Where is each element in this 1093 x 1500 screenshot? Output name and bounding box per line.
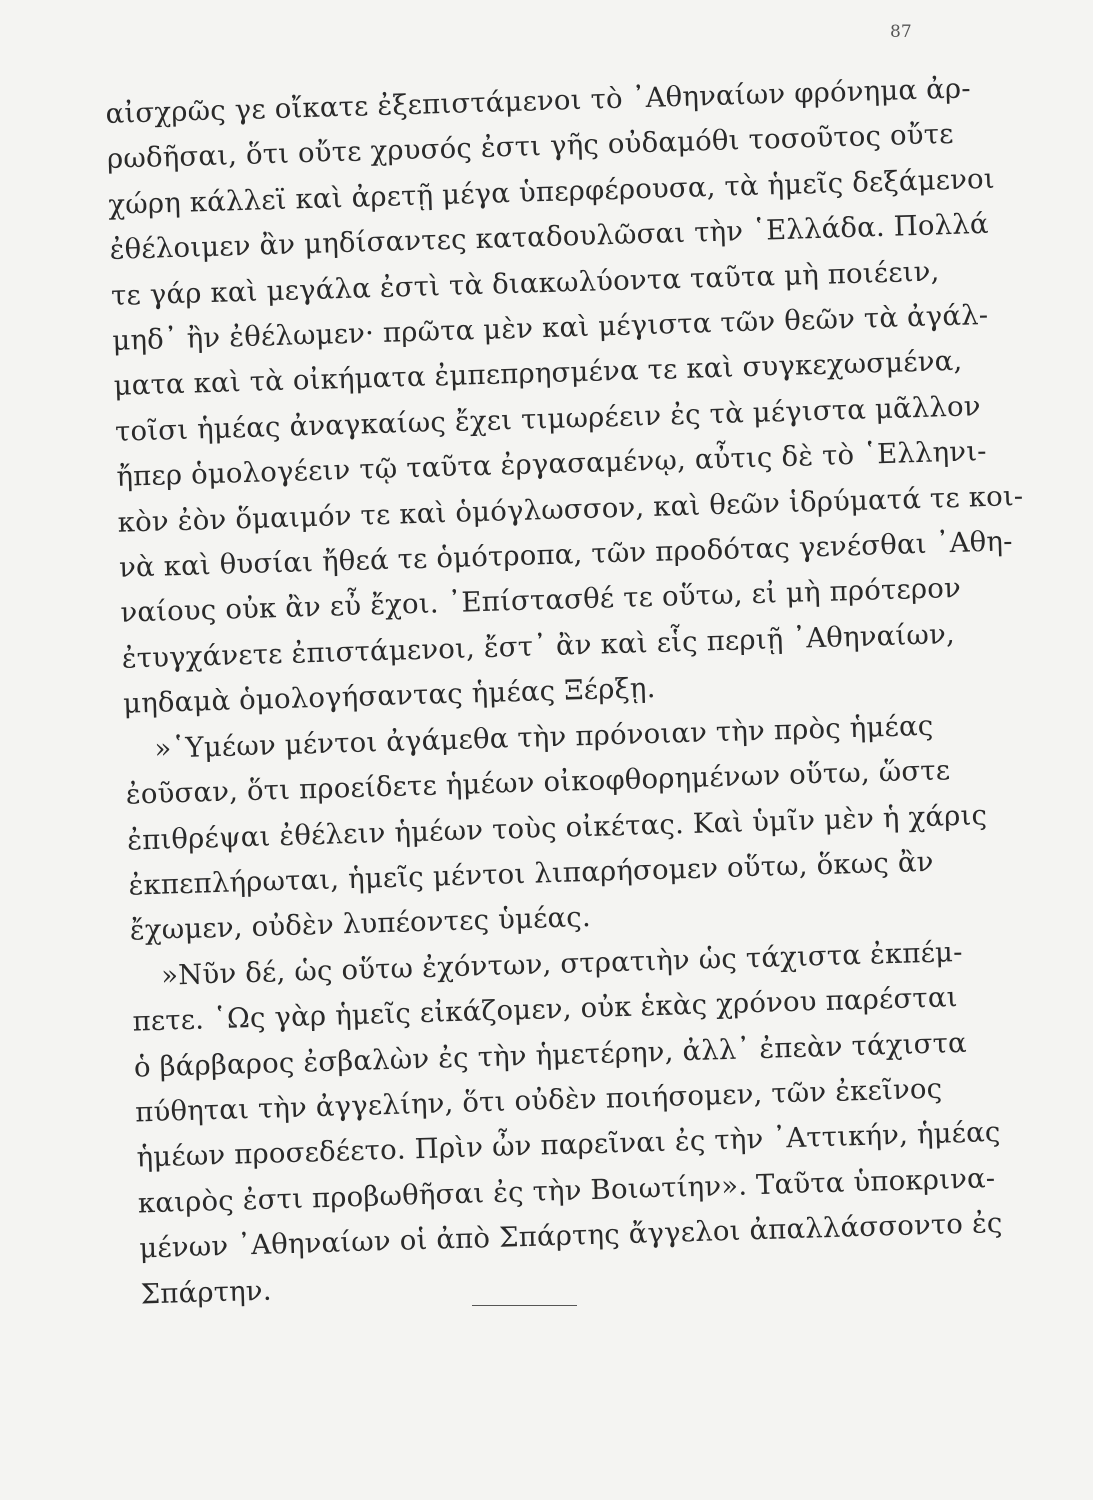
text-line: μηδ᾿ ἢν ἐθέλωμεν· πρῶτα μὲν καὶ μέγιστα τῶν θεῶν τὰ ἀγάλ- — [111, 298, 989, 357]
text-line: τε γάρ καὶ μεγάλα ἐστὶ τὰ διακωλύοντα ταῦτα μὴ ποιέειν, — [110, 254, 940, 312]
text-line: »Νῦν δέ, ὡς οὕτω ἐχόντων, στρατιὴν ὡς τάχιστα ἐκπέμ- — [160, 935, 964, 992]
text-line: ματα καὶ τὰ οἰκήματα ἐμπεπρησμένα τε καὶ συγκεχωσμένα, — [113, 345, 963, 403]
section-divider — [472, 1305, 577, 1306]
text-line: ὁ βάρβαρος ἐσβαλὼν ἐς τὴν ἡμετέρην, ἀλλ᾿ ἐπεὰν τάχιστα — [133, 1026, 968, 1084]
text-line: Σπάρτην. — [140, 1274, 273, 1311]
text-line: μηδαμὰ ὁμολογήσαντας ἡμέας Ξέρξῃ. — [122, 672, 656, 721]
text-line: ἔχωμεν, οὐδὲν λυπέοντες ὑμέας. — [129, 901, 592, 947]
text-line: ρωδῆσαι, ὅτι οὔτε χρυσός ἐστι γῆς οὐδαμόθι τοσοῦτος οὔτε — [106, 118, 955, 176]
text-line: μένων ᾿Αθηναίων οἱ ἀπὸ Σπάρτης ἄγγελοι ἀπαλλάσσοντο ἐς — [138, 1207, 1003, 1265]
text-line: νὰ καὶ θυσίαι ἤθεά τε ὁμότροπα, τῶν προδότας γενέσθαι ᾿Αθη- — [118, 525, 1014, 584]
text-line: καιρὸς ἐστι προβωθῆσαι ἐς τὴν Βοιωτίην». Ταῦτα ὑποκρινα- — [137, 1161, 996, 1220]
page-number: 87 — [890, 22, 912, 42]
text-line: ναίους οὐκ ἂν εὖ ἔχοι. ᾿Επίστασθέ τε οὕτω, εἰ μὴ πρότερον — [119, 572, 962, 630]
body-text — [105, 67, 1024, 1318]
text-line: πετε. ῾Ως γὰρ ἡμεῖς εἰκάζομεν, οὐκ ἑκὰς χρόνου παρέσται — [132, 981, 959, 1038]
text-line: ἐθέλοιμεν ἂν μηδίσαντες καταδουλῶσαι τὴν ῾Ελλάδα. Πολλά — [109, 208, 990, 267]
text-line: τοῖσι ἡμέας ἀναγκαίως ἔχει τιμωρέειν ἐς τὰ μέγιστα μᾶλλον — [114, 390, 982, 448]
text-line: χώρη κάλλεϊ καὶ ἀρετῇ μέγα ὑπερφέρουσα, τὰ ἡμεῖς δεξάμενοι — [107, 162, 996, 221]
text-line: πύθηται τὴν ἀγγελίην, ὅτι οὐδὲν ποιήσομεν, τῶν ἐκεῖνος — [134, 1072, 943, 1129]
text-line: κὸν ἐὸν ὅμαιμόν τε καὶ ὁμόγλωσσον, καὶ θεῶν ἱδρύματά τε κοι- — [117, 479, 1024, 539]
text-line: αἰσχρῶς γε οἴκατε ἐξεπιστάμενοι τὸ ᾿Αθηναίων φρόνημα ἀρ- — [105, 72, 972, 130]
text-line: ἐοῦσαν, ὅτι προείδετε ἡμέων οἰκοφθορημένων οὕτω, ὥστε — [125, 754, 951, 811]
text-line: ἤπερ ὁμολογέειν τῷ ταῦτα ἐργασαμένῳ, αὖτις δὲ τὸ ῾Ελληνι- — [115, 435, 988, 494]
text-line: »῾Υμέων μέντοι ἀγάμεθα τὴν πρόνοιαν τὴν πρὸς ἡμέας — [154, 709, 934, 765]
text-line: ἐκπεπλήρωται, ἡμεῖς μέντοι λιπαρήσομεν οὕτω, ὅκως ἂν — [128, 845, 935, 902]
text-line: ἐπιθρέψαι ἐθέλειν ἡμέων τοὺς οἰκέτας. Καὶ ὑμῖν μὲν ἡ χάρις — [126, 798, 988, 857]
text-line: ἡμέων προσεδέετο. Πρὶν ὦν παρεῖναι ἐς τὴν ᾿Αττικήν, ἡμέας — [136, 1116, 1001, 1174]
text-line: ἐτυγχάνετε ἐπιστάμενοι, ἔστ᾿ ἂν καὶ εἷς περιῇ ᾿Αθηναίων, — [121, 617, 956, 675]
